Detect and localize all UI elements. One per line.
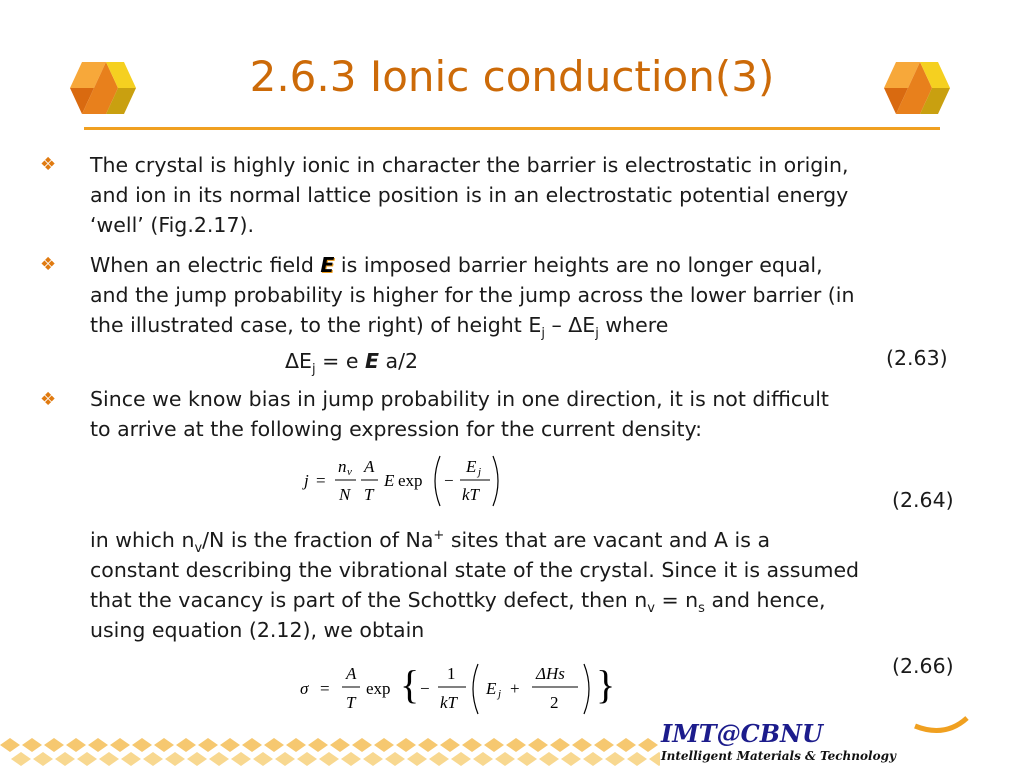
- eq-symbol: σ: [300, 679, 309, 698]
- footer-diamond: [572, 738, 592, 752]
- equation-number: (2.66): [892, 654, 954, 678]
- field-symbol: E: [320, 253, 335, 277]
- text-span: and hence,: [704, 588, 826, 612]
- footer-diamond: [440, 738, 460, 752]
- footer-diamond: [418, 738, 438, 752]
- eq-symbol: j: [478, 466, 482, 478]
- footer-diamond: [110, 738, 130, 752]
- footer-diamond: [11, 752, 31, 766]
- footer-diamond: [275, 752, 295, 766]
- subscript: j: [595, 326, 599, 342]
- eq-symbol: v: [347, 466, 352, 478]
- footer-diamond: [374, 738, 394, 752]
- eq-symbol: n: [338, 457, 347, 476]
- footer-diamond: [319, 752, 339, 766]
- logo-wordmark: IMT@CBNU: [661, 719, 823, 748]
- eq-symbol: =: [316, 471, 326, 490]
- subscript: v: [194, 541, 203, 557]
- slide-title: 2.6.3 Ionic conduction(3): [249, 52, 775, 101]
- text-line: and ion in its normal lattice position is in an electrostatic potential energy: [90, 183, 849, 207]
- bullet-diamond-icon: ❖: [40, 389, 57, 410]
- footer-diamond: [396, 738, 416, 752]
- logo-tagline: Intelligent Materials & Technology: [661, 749, 896, 763]
- footer-diamond: [55, 752, 75, 766]
- footer-diamond: [187, 752, 207, 766]
- eq-symbol: 2: [550, 693, 559, 712]
- imt-cbnu-logo: [655, 712, 985, 768]
- text-span: in which n: [90, 528, 195, 552]
- text-span: a/2: [385, 349, 419, 373]
- text-span: –: [551, 313, 562, 337]
- eq-symbol: T: [346, 693, 356, 712]
- footer-diamond: [550, 738, 570, 752]
- paragraph-2: [90, 250, 854, 340]
- footer-diamond: [363, 752, 383, 766]
- text-span: ΔE: [568, 313, 596, 337]
- footer-diamond: [484, 738, 504, 752]
- footer-diamond: [297, 752, 317, 766]
- footer-diamond: [539, 752, 559, 766]
- text-line: The crystal is highly ionic in character the barrier is electrostatic in origin,: [90, 153, 849, 177]
- eq-symbol: A: [364, 457, 375, 476]
- footer-diamond: [77, 752, 97, 766]
- eq-symbol: =: [320, 679, 330, 698]
- text-span: the illustrated case, to the right) of height E: [90, 313, 542, 337]
- eq-symbol: −: [420, 679, 430, 698]
- subscript: v: [647, 601, 655, 617]
- text-span: = n: [654, 588, 699, 612]
- paragraph-3: [90, 384, 829, 444]
- eq-symbol: T: [364, 485, 374, 504]
- footer-diamond: [308, 738, 328, 752]
- text-line: Since we know bias in jump probability in one direction, it is not difficult: [90, 387, 829, 411]
- text-span: that the vacancy is part of the Schottky defect, then n: [90, 588, 648, 612]
- text-span: where: [605, 313, 669, 337]
- text-span: /N is the fraction of Na: [202, 528, 434, 552]
- footer-diamond: [253, 752, 273, 766]
- text-line: [90, 250, 854, 280]
- eq-symbol: j: [498, 688, 502, 700]
- footer-diamond: [341, 752, 361, 766]
- footer-diamond: [0, 738, 20, 752]
- footer-diamond: [44, 738, 64, 752]
- eq-symbol: −: [444, 471, 454, 490]
- footer-diamond: [22, 738, 42, 752]
- subscript: j: [311, 362, 316, 378]
- eq-symbol: 1: [447, 664, 456, 683]
- eq-symbol: kT: [440, 693, 457, 712]
- footer-diamond: [605, 752, 625, 766]
- footer-diamond: [99, 752, 119, 766]
- footer-diamond: [473, 752, 493, 766]
- footer-diamond: [429, 752, 449, 766]
- footer-diamond: [286, 738, 306, 752]
- footer-diamond: [495, 752, 515, 766]
- footer-diamond: [33, 752, 53, 766]
- eq-symbol: N: [339, 485, 351, 504]
- footer-diamond: [561, 752, 581, 766]
- footer-diamond: [517, 752, 537, 766]
- eq-symbol: exp: [398, 471, 423, 490]
- bullet-diamond-icon: ❖: [40, 254, 57, 275]
- text-line: constant describing the vibrational state of the crystal. Since it is assumed: [90, 558, 860, 582]
- footer-diamond: [143, 752, 163, 766]
- subscript: s: [698, 601, 705, 617]
- text-span: When an electric field: [90, 253, 314, 277]
- text-line: to arrive at the following expression for the current density:: [90, 417, 703, 441]
- eq-symbol: +: [510, 679, 520, 698]
- footer-diamond: [451, 752, 471, 766]
- footer-diamond: [231, 752, 251, 766]
- footer-diamond: [121, 752, 141, 766]
- text-span: = e: [322, 349, 359, 373]
- text-line: ‘well’ (Fig.2.17).: [90, 213, 254, 237]
- equation-2-66: [296, 656, 616, 720]
- footer-diamond: [154, 738, 174, 752]
- footer-diamond: [220, 738, 240, 752]
- footer-diamond: [528, 738, 548, 752]
- text-line: using equation (2.12), we obtain: [90, 618, 425, 642]
- footer-diamond: [165, 752, 185, 766]
- subscript: j: [541, 326, 545, 342]
- footer-diamond: [330, 738, 350, 752]
- footer-diamond: [264, 738, 284, 752]
- field-symbol: E: [364, 349, 379, 373]
- footer-diamond: [242, 738, 262, 752]
- title-divider: [84, 127, 940, 130]
- footer-diamond: [88, 738, 108, 752]
- eq-symbol: E: [384, 471, 395, 490]
- footer-diamond-pattern: [0, 736, 660, 768]
- footer-diamond: [616, 738, 636, 752]
- eq-symbol: kT: [462, 485, 479, 504]
- eq-brace: }: [596, 662, 616, 707]
- text-line: [90, 585, 859, 615]
- bullet-diamond-icon: ❖: [40, 154, 57, 175]
- footer-diamond: [352, 738, 372, 752]
- equation-number: (2.63): [886, 346, 948, 370]
- eq-symbol: A: [346, 664, 357, 683]
- eq-symbol: E: [486, 679, 497, 698]
- text-line: [90, 310, 854, 340]
- footer-diamond: [627, 752, 647, 766]
- text-span: is imposed barrier heights are no longer equal,: [340, 253, 823, 277]
- text-span: ΔE: [285, 349, 312, 373]
- equation-number: (2.64): [892, 488, 954, 512]
- paragraph-4: [90, 525, 859, 645]
- text-line: and the jump probability is higher for the jump across the lower barrier (in: [90, 283, 855, 307]
- eq-brace: {: [400, 662, 420, 707]
- text-line: [90, 525, 859, 555]
- footer-diamond: [132, 738, 152, 752]
- footer-diamond: [198, 738, 218, 752]
- footer-diamond: [209, 752, 229, 766]
- superscript: +: [433, 528, 445, 544]
- eq-symbol: exp: [366, 679, 391, 698]
- footer-diamond: [462, 738, 482, 752]
- footer-diamond: [583, 752, 603, 766]
- eq-symbol: j: [304, 471, 309, 490]
- footer-diamond: [176, 738, 196, 752]
- equation-2-64: [300, 448, 510, 514]
- equation-2-63: [285, 346, 418, 376]
- footer-diamond: [66, 738, 86, 752]
- paragraph-1: [90, 150, 849, 240]
- footer-diamond: [594, 738, 614, 752]
- text-span: sites that are vacant and A is a: [444, 528, 771, 552]
- footer-diamond: [385, 752, 405, 766]
- eq-symbol: E: [466, 457, 477, 476]
- eq-symbol: ΔHs: [536, 664, 565, 683]
- footer-diamond: [506, 738, 526, 752]
- footer-diamond: [407, 752, 427, 766]
